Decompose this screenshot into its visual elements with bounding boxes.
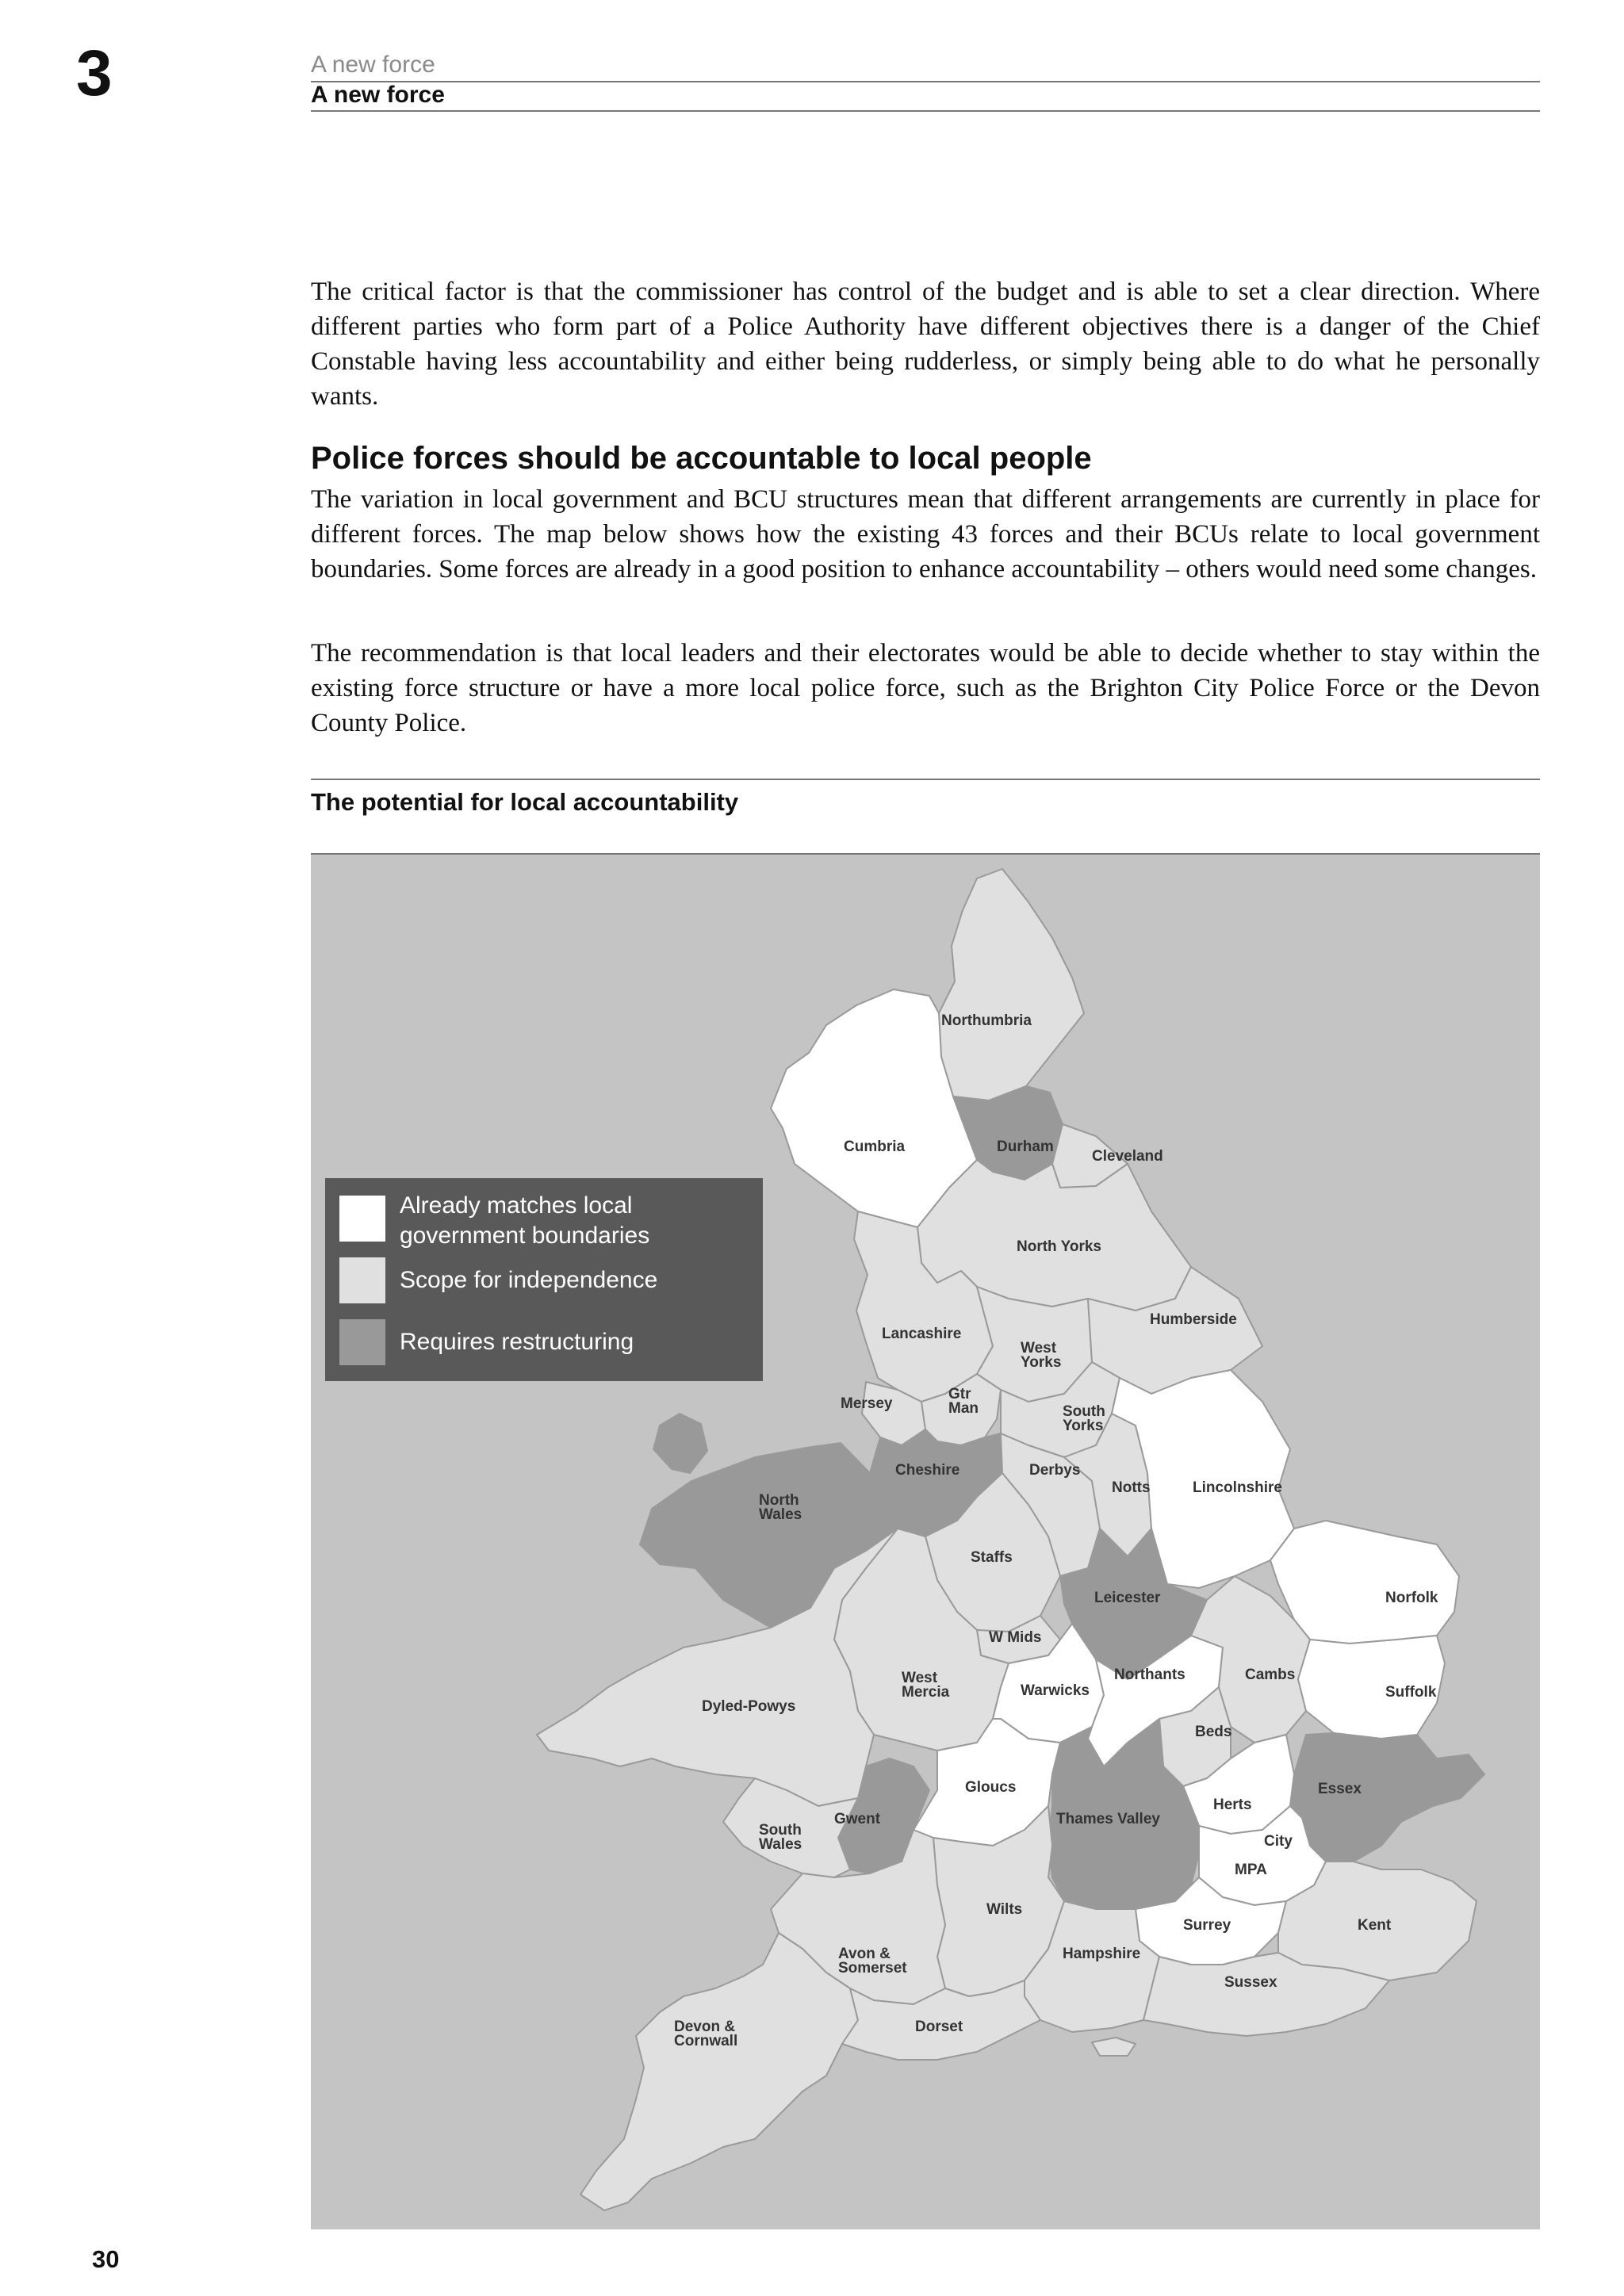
label-suffolk: Suffolk bbox=[1385, 1684, 1437, 1701]
legend-label-restructure: Requires restructuring bbox=[400, 1329, 634, 1355]
label-northumbria: Northumbria bbox=[941, 1012, 1032, 1029]
label-devon-cornwall: Devon & bbox=[674, 2019, 736, 2035]
label-cumbria: Cumbria bbox=[844, 1138, 906, 1155]
legend-swatch-matches bbox=[339, 1196, 385, 1242]
label-north-yorks: North Yorks bbox=[1017, 1238, 1101, 1255]
label-w-mids: W Mids bbox=[989, 1629, 1042, 1646]
label-lancashire: Lancashire bbox=[882, 1326, 962, 1342]
label-south-wales: South bbox=[759, 1822, 802, 1839]
section-heading: Police forces should be accountable to local people bbox=[311, 441, 1092, 476]
label-gtr-man-2: Man bbox=[948, 1400, 979, 1417]
label-dyled-powys: Dyled-Powys bbox=[702, 1698, 796, 1715]
running-head-section: A new force bbox=[311, 52, 435, 78]
paragraph-variation: The variation in local government and BCU structures mean that different arrangements are currently in place for different forces. The map below shows how the existing 43 forces and their BCUs relate to local government boundaries. Some forces are already in a good position to enhance accountability – others would need some changes. bbox=[311, 485, 1540, 584]
label-west-yorks-2: Yorks bbox=[1021, 1354, 1062, 1371]
label-cheshire: Cheshire bbox=[895, 1462, 960, 1479]
figure-title: The potential for local accountability bbox=[311, 788, 739, 816]
label-south-wales-2: Wales bbox=[759, 1836, 802, 1853]
label-dorset: Dorset bbox=[915, 2019, 963, 2035]
label-warwicks: Warwicks bbox=[1021, 1682, 1090, 1699]
label-notts: Notts bbox=[1112, 1479, 1151, 1496]
label-durham: Durham bbox=[997, 1138, 1054, 1155]
label-kent: Kent bbox=[1358, 1917, 1392, 1934]
label-south-yorks-2: Yorks bbox=[1063, 1418, 1104, 1434]
label-mersey: Mersey bbox=[841, 1395, 893, 1412]
label-sussex: Sussex bbox=[1224, 1974, 1277, 1991]
label-west-mercia: West bbox=[902, 1670, 938, 1686]
label-cambs: Cambs bbox=[1245, 1667, 1296, 1683]
page-number: 30 bbox=[92, 2245, 120, 2273]
label-north-wales: North bbox=[759, 1492, 799, 1509]
label-mpa: MPA bbox=[1235, 1862, 1267, 1878]
running-head-title: A new force bbox=[311, 82, 445, 108]
label-devon-cornwall-2: Cornwall bbox=[674, 2033, 738, 2049]
label-norfolk: Norfolk bbox=[1385, 1590, 1438, 1606]
label-humberside: Humberside bbox=[1150, 1311, 1237, 1328]
legend-label-scope: Scope for independence bbox=[400, 1267, 658, 1293]
label-lincolnshire: Lincolnshire bbox=[1193, 1479, 1282, 1496]
label-south-yorks: South bbox=[1063, 1403, 1105, 1420]
label-west-mercia-2: Mercia bbox=[902, 1684, 950, 1701]
label-gloucs: Gloucs bbox=[965, 1779, 1017, 1796]
label-city: City bbox=[1264, 1833, 1293, 1850]
header-rule-bottom bbox=[311, 110, 1540, 112]
label-gtr-man: Gtr bbox=[948, 1386, 971, 1402]
label-northants: Northants bbox=[1114, 1667, 1185, 1683]
label-wilts: Wilts bbox=[986, 1901, 1023, 1918]
legend-label-matches: Already matches local government boundaries bbox=[400, 1192, 650, 1249]
legend-swatch-scope bbox=[339, 1257, 385, 1303]
label-cleveland: Cleveland bbox=[1092, 1148, 1163, 1165]
paragraph-recommendation: The recommendation is that local leaders and their electorates would be able to decide whether to stay within the existing force structure or have a more local police force, such as the Brighton City Police Force or the Devon County Police. bbox=[311, 639, 1540, 737]
label-hampshire: Hampshire bbox=[1063, 1946, 1141, 1962]
label-leicester: Leicester bbox=[1094, 1590, 1161, 1606]
figure-rule-top bbox=[311, 779, 1540, 780]
label-beds: Beds bbox=[1195, 1724, 1232, 1740]
label-staffs: Staffs bbox=[971, 1549, 1013, 1566]
label-herts: Herts bbox=[1213, 1797, 1252, 1813]
intro-paragraph: The critical factor is that the commissioner has control of the budget and is able to set a clear direction. Where different parties who form part of a Police Authority have different objectives there is a danger of the Chief Constable having less accountability and either being rudderless, or simply being able to do what he personally wants. bbox=[311, 277, 1540, 411]
label-west-yorks: West bbox=[1021, 1340, 1057, 1357]
label-essex: Essex bbox=[1318, 1781, 1362, 1797]
map-legend bbox=[325, 1178, 763, 1381]
legend-swatch-restructure bbox=[339, 1319, 385, 1365]
chapter-number: 3 bbox=[76, 37, 113, 109]
label-north-wales-2: Wales bbox=[759, 1506, 802, 1523]
label-avon-somerset-2: Somerset bbox=[838, 1960, 907, 1976]
label-avon-somerset: Avon & bbox=[838, 1946, 891, 1962]
police-force-map bbox=[311, 855, 1540, 2229]
label-gwent: Gwent bbox=[834, 1811, 881, 1827]
label-surrey: Surrey bbox=[1183, 1917, 1231, 1934]
label-derbys: Derbys bbox=[1029, 1462, 1081, 1479]
label-thames-valley: Thames Valley bbox=[1056, 1811, 1160, 1827]
